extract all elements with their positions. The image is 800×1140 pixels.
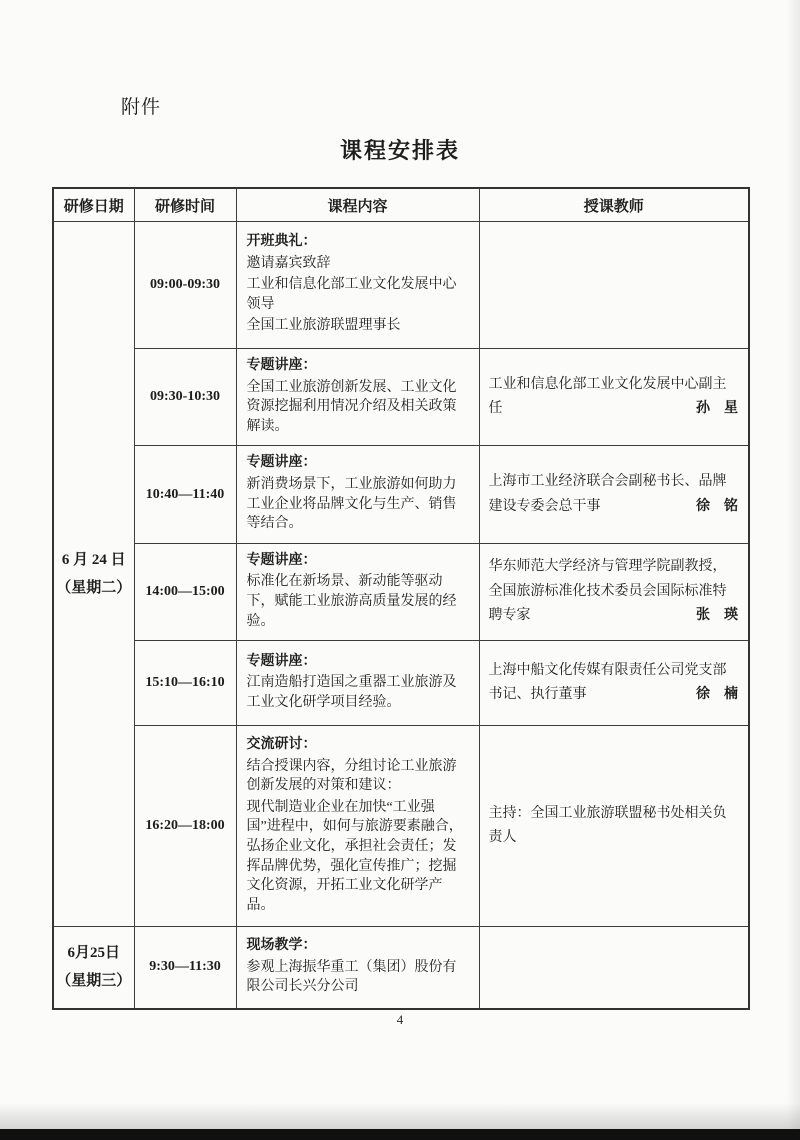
page-title: 课程安排表 <box>339 138 460 163</box>
content-cell <box>236 543 479 640</box>
content-cell <box>236 222 479 349</box>
time-cell: 16:20—18:00 <box>134 726 236 927</box>
teacher-affiliation: 华东师范大学经济与管理学院副教授，全国旅游标准化技术委员会国际标准特聘专家 <box>488 559 727 624</box>
time-cell: 10:40—11:40 <box>134 446 236 543</box>
teacher-name: 徐 楠 <box>696 687 738 703</box>
content-cell <box>236 641 479 726</box>
teacher-affiliation: 上海市工业经济联合会副秘书长、品牌建设专委会总干事 <box>488 474 727 514</box>
time-cell: 15:10—16:10 <box>134 641 236 726</box>
lecture-type-heading: 开班典礼： <box>246 234 317 250</box>
scan-bottom-bar <box>0 1129 800 1140</box>
content-cell <box>236 446 479 543</box>
scan-right-shadow <box>786 0 800 1140</box>
page-number: 4 <box>396 1012 404 1027</box>
teacher-cell <box>479 349 749 446</box>
date-cell-jun25 <box>53 927 134 1009</box>
content-paragraph: 全国工业旅游创新发展、工业文化资源挖掘利用情况介绍及相关政策解读。 <box>246 379 457 434</box>
weekday-text: （星期三） <box>56 973 132 990</box>
lecture-type-heading: 专题讲座： <box>246 552 317 568</box>
time-cell: 09:30-10:30 <box>134 349 236 446</box>
content-paragraph: 邀请嘉宾致辞 <box>246 255 331 271</box>
content-paragraph: 参观上海振华重工（集团）股份有限公司长兴分公司 <box>246 959 457 995</box>
lecture-type-heading: 交流研讨： <box>246 736 317 752</box>
content-paragraph: 标准化在新场景、新动能等驱动下，赋能工业旅游高质量发展的经验。 <box>246 574 457 629</box>
content-paragraph: 现代制造业企业在加快“工业强国”进程中，如何与旅游要素融合，弘扬企业文化，承担社会责任；发挥品牌优势，强化宣传推广；挖掘文化资源，开拓工业文化研学产品。 <box>246 799 463 913</box>
content-paragraph: 江南造船打造国之重器工业旅游及工业文化研学项目经验。 <box>246 675 457 710</box>
schedule-table <box>52 187 750 1010</box>
time-cell: 14:00—15:00 <box>134 543 236 640</box>
weekday-text: （星期二） <box>56 580 132 597</box>
lecture-type-heading: 专题讲座： <box>246 358 317 373</box>
attachment-label: 附件 <box>121 97 162 118</box>
date-text: 6 月 24 日 <box>61 551 126 568</box>
table-row <box>53 446 749 543</box>
teacher-name: 徐 铭 <box>696 498 738 514</box>
teacher-cell <box>479 543 749 640</box>
time-cell: 09:00-09:30 <box>134 222 236 349</box>
table-row <box>53 349 749 446</box>
column-header-content: 课程内容 <box>236 188 479 222</box>
teacher-cell <box>479 927 749 1009</box>
scan-bottom-shadow <box>0 1103 800 1129</box>
lecture-type-heading: 专题讲座： <box>246 455 317 471</box>
table-row <box>53 927 749 1009</box>
table-row <box>53 726 749 927</box>
content-cell <box>236 927 479 1009</box>
lecture-type-heading: 专题讲座： <box>246 653 317 669</box>
header-row <box>53 188 749 222</box>
column-header-time: 研修时间 <box>134 188 236 222</box>
lecture-type-heading: 现场教学： <box>246 937 317 953</box>
date-text: 6月25日 <box>67 944 120 961</box>
content-paragraph: 全国工业旅游联盟理事长 <box>246 318 401 334</box>
content-cell <box>236 726 479 927</box>
teacher-name: 张 瑛 <box>696 608 738 624</box>
column-header-date: 研修日期 <box>53 188 134 222</box>
teacher-cell <box>479 222 749 349</box>
teacher-cell <box>479 446 749 543</box>
content-paragraph: 新消费场景下，工业旅游如何助力工业企业将品牌文化与生产、销售等结合。 <box>246 476 457 532</box>
content-paragraph: 工业和信息化部工业文化发展中心领导 <box>246 277 457 312</box>
content-cell <box>236 349 479 446</box>
table-row <box>53 543 749 640</box>
column-header-teacher: 授课教师 <box>479 188 749 222</box>
time-cell: 9:30—11:30 <box>134 927 236 1009</box>
session-host: 主持：全国工业旅游联盟秘书处相关负责人 <box>488 805 727 846</box>
teacher-affiliation: 工业和信息化部工业文化发展中心副主任 <box>488 376 727 417</box>
teacher-cell <box>479 641 749 726</box>
table-row <box>53 222 749 349</box>
date-cell-jun24 <box>53 222 134 927</box>
table-row <box>53 641 749 726</box>
teacher-name: 孙 星 <box>696 401 738 417</box>
teacher-cell <box>479 726 749 927</box>
content-paragraph: 结合授课内容，分组讨论工业旅游创新发展的对策和建议： <box>246 758 457 794</box>
teacher-affiliation: 上海中船文化传媒有限责任公司党支部书记、执行董事 <box>488 662 727 703</box>
